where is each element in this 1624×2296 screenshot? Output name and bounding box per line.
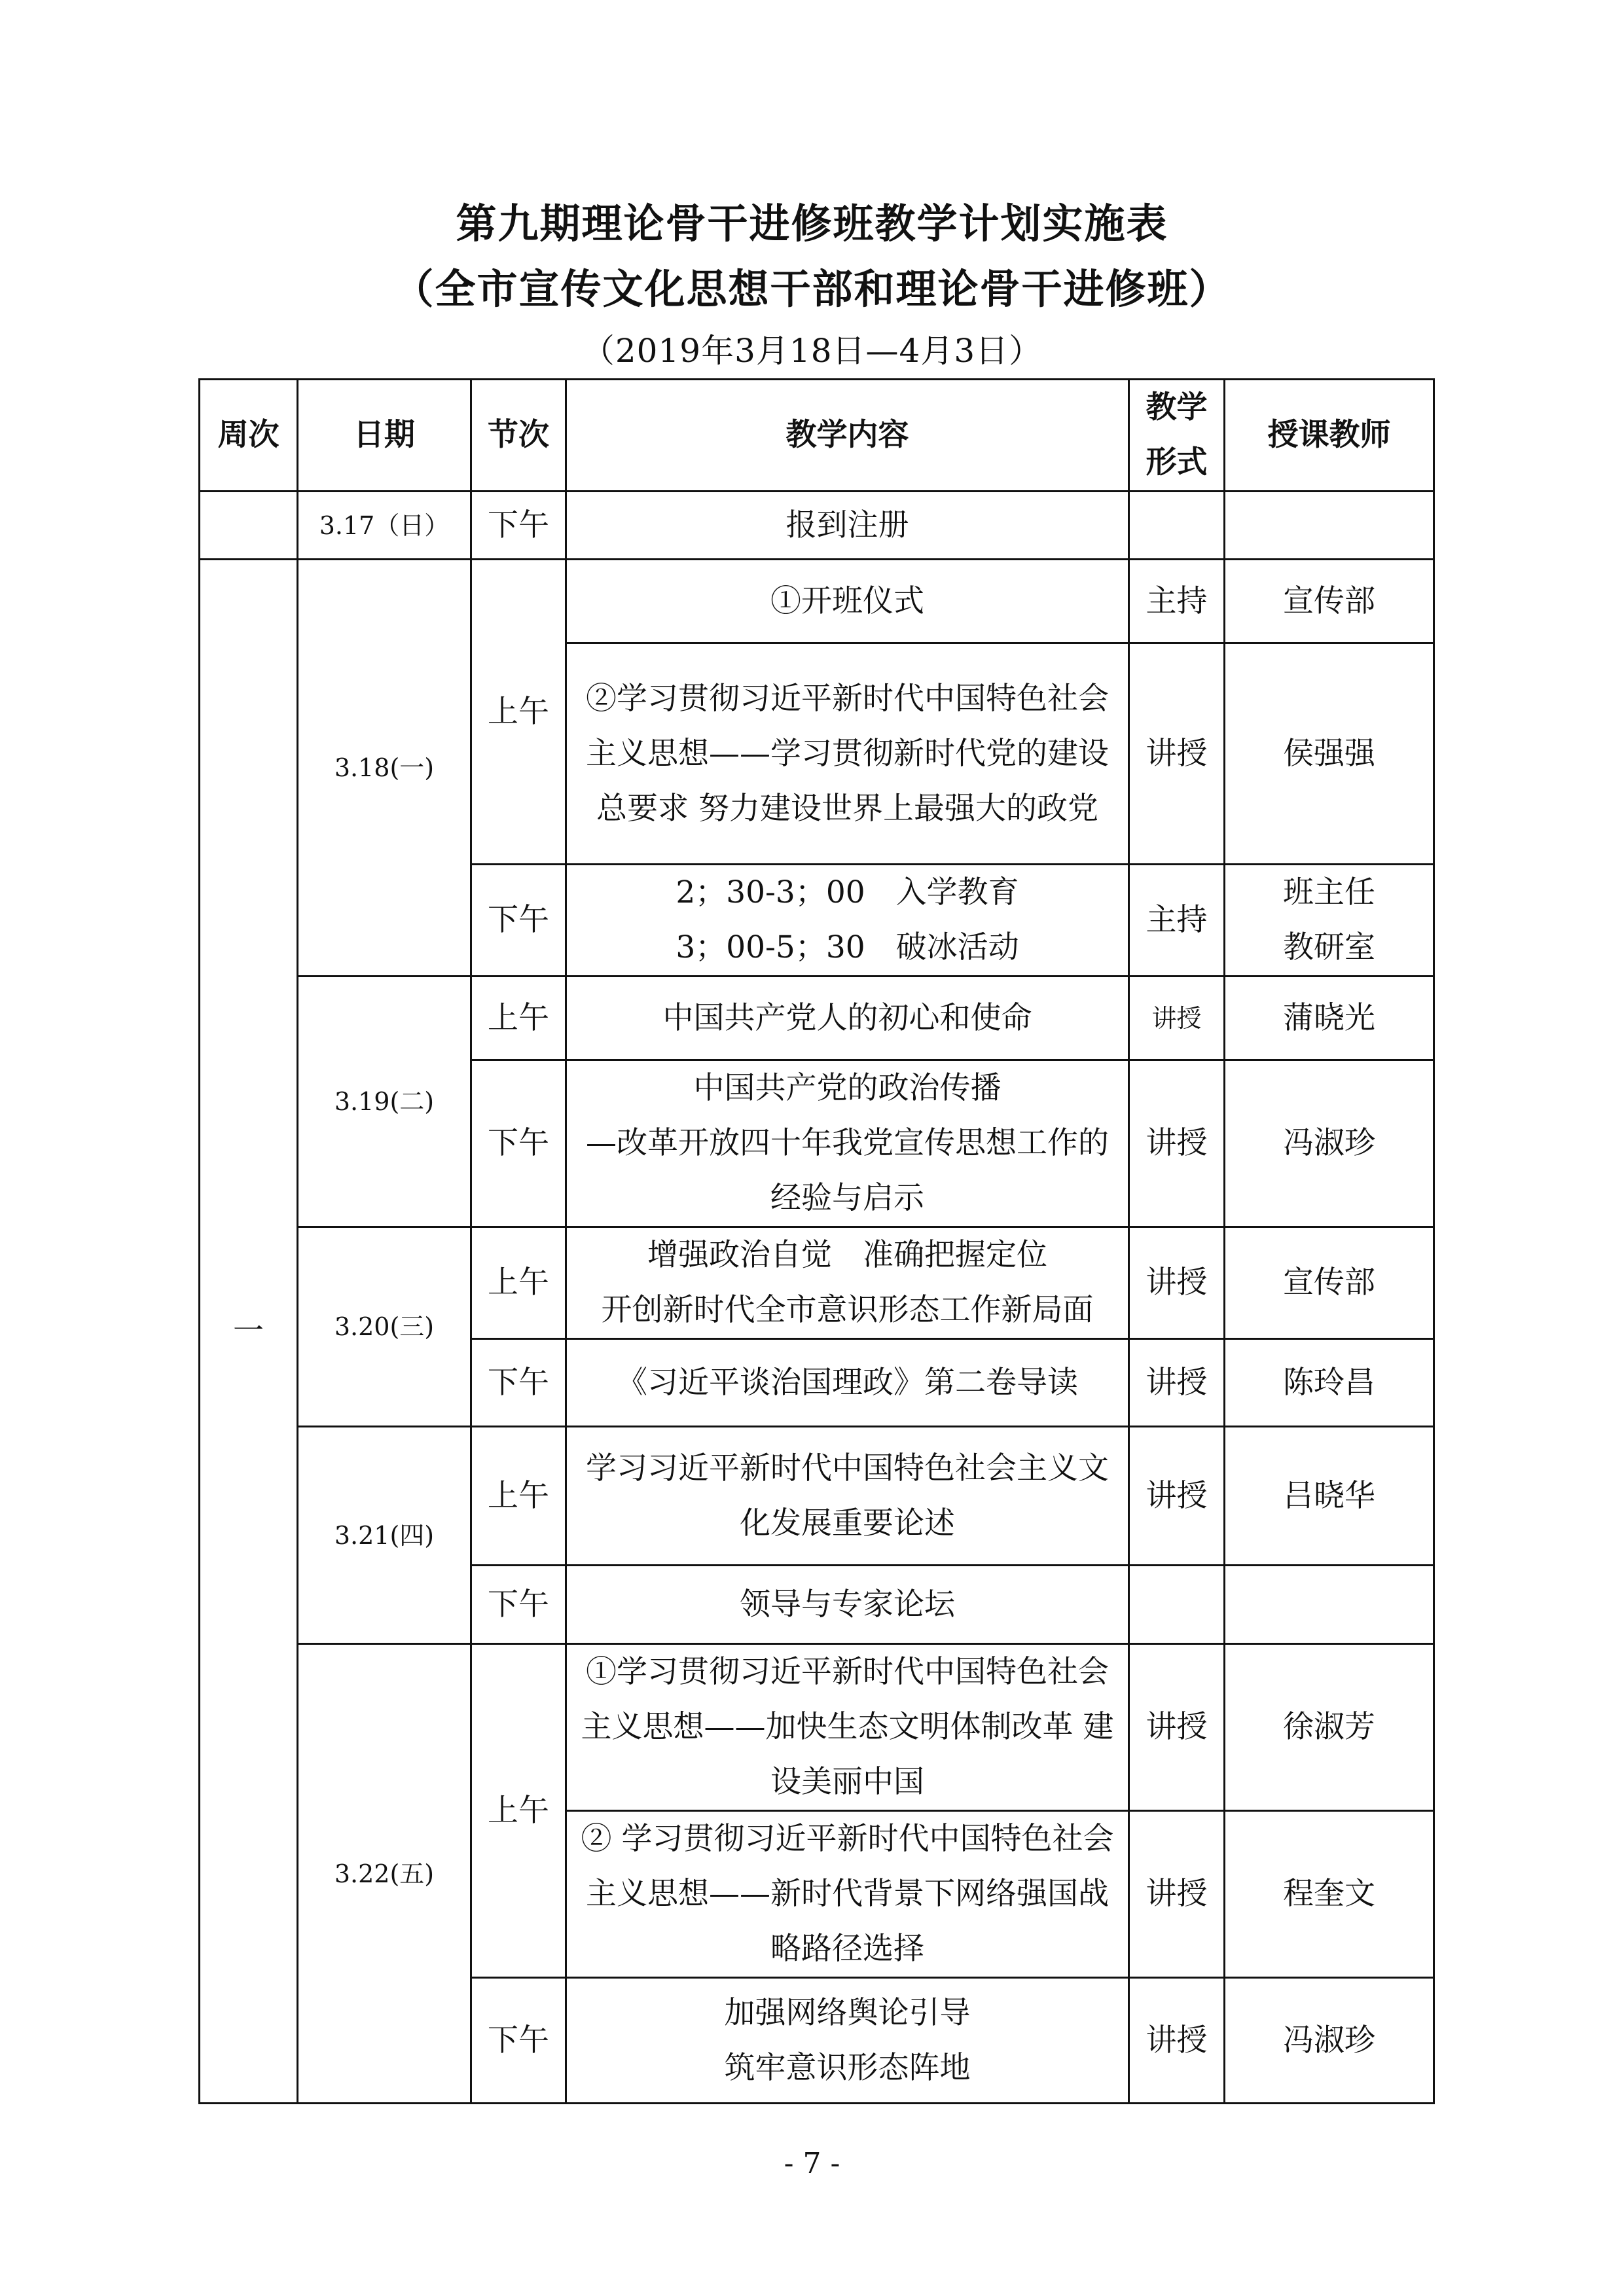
teacher-line: 班主任: [1283, 874, 1375, 910]
content-cell: [566, 1227, 1129, 1339]
header-form: [1129, 380, 1225, 492]
header-form-line2: 形式: [1146, 444, 1208, 480]
session-cell: 下午: [471, 865, 566, 977]
session-cell: 上午: [471, 560, 566, 865]
teacher-cell: 侯强强: [1225, 643, 1434, 865]
session-cell: 下午: [471, 492, 566, 560]
form-cell: 讲授: [1129, 1339, 1225, 1427]
content-cell: ①学习贯彻习近平新时代中国特色社会主义思想——加快生态文明体制改革 建设美丽中国: [566, 1644, 1129, 1811]
content-cell: 《习近平谈治国理政》第二卷导读: [566, 1339, 1129, 1427]
content-cell: 中国共产党人的初心和使命: [566, 977, 1129, 1060]
teacher-cell: [1225, 865, 1434, 977]
form-cell: 讲授: [1129, 1811, 1225, 1978]
header-content: 教学内容: [566, 380, 1129, 492]
content-line: 筑牢意识形态阵地: [724, 2049, 971, 2086]
header-session: 节次: [471, 380, 566, 492]
teacher-cell: [1225, 492, 1434, 560]
session-cell: 下午: [471, 1060, 566, 1227]
document-title: 第九期理论骨干进修班教学计划实施表: [456, 200, 1168, 247]
content-cell: [566, 865, 1129, 977]
content-cell: [566, 1060, 1129, 1227]
date-cell: 3.17（日）: [298, 492, 471, 560]
header-date: 日期: [298, 380, 471, 492]
table-row: [200, 1644, 1434, 1811]
date-cell: 3.20(三): [298, 1227, 471, 1427]
form-cell: 讲授: [1129, 643, 1225, 865]
content-line: 3；00-5；30 破冰活动: [676, 929, 1019, 965]
content-line: 2；30-3；00 入学教育: [676, 874, 1019, 910]
date-cell: 3.19(二): [298, 977, 471, 1227]
content-line: 开创新时代全市意识形态工作新局面: [601, 1292, 1094, 1328]
form-cell: [1129, 1566, 1225, 1644]
content-line: 加强网络舆论引导: [724, 1994, 971, 2031]
content-cell: 学习习近平新时代中国特色社会主义文化发展重要论述: [566, 1427, 1129, 1566]
content-line: —改革开放四十年我党宣传思想工作的经验与启示: [586, 1125, 1109, 1216]
form-cell: 讲授: [1129, 1978, 1225, 2104]
teacher-cell: 程奎文: [1225, 1811, 1434, 1978]
page-number: - 7 -: [784, 2147, 840, 2180]
form-cell: 主持: [1129, 560, 1225, 643]
table-row: [200, 977, 1434, 1060]
content-line: 中国共产党的政治传播: [693, 1070, 1001, 1106]
content-cell: ② 学习贯彻习近平新时代中国特色社会主义思想——新时代背景下网络强国战略路径选择: [566, 1811, 1129, 1978]
form-cell: 讲授: [1129, 1644, 1225, 1811]
form-cell: 主持: [1129, 865, 1225, 977]
table-row: [200, 492, 1434, 560]
teacher-cell: 陈玲昌: [1225, 1339, 1434, 1427]
session-cell: 上午: [471, 1644, 566, 1978]
form-cell: 讲授: [1129, 1227, 1225, 1339]
table-row: [200, 1427, 1434, 1566]
week-cell: 一: [200, 560, 298, 2104]
table-row: [200, 560, 1434, 643]
form-cell: 讲授: [1129, 1060, 1225, 1227]
teacher-cell: 蒲晓光: [1225, 977, 1434, 1060]
content-line: 增强政治自觉 准确把握定位: [647, 1237, 1047, 1273]
date-cell: 3.21(四): [298, 1427, 471, 1644]
teaching-plan-table: [198, 378, 1435, 2104]
date-cell: 3.22(五): [298, 1644, 471, 2104]
content-cell: ②学习贯彻习近平新时代中国特色社会主义思想——学习贯彻新时代党的建设总要求 努力建设世界上最强大的政党: [566, 643, 1129, 865]
session-cell: 上午: [471, 1227, 566, 1339]
teacher-cell: 冯淑珍: [1225, 1978, 1434, 2104]
week-cell-empty: [200, 492, 298, 560]
content-cell: 领导与专家论坛: [566, 1566, 1129, 1644]
header-form-line1: 教学: [1146, 389, 1208, 425]
form-cell: 讲授: [1129, 977, 1225, 1060]
table-row: [200, 1227, 1434, 1339]
form-cell: 讲授: [1129, 1427, 1225, 1566]
header-teacher: 授课教师: [1225, 380, 1434, 492]
teacher-line: 教研室: [1283, 929, 1375, 965]
teacher-cell: [1225, 1566, 1434, 1644]
session-cell: 下午: [471, 1566, 566, 1644]
header-week: 周次: [200, 380, 298, 492]
content-cell: ①开班仪式: [566, 560, 1129, 643]
teacher-cell: 宣传部: [1225, 560, 1434, 643]
teacher-cell: 宣传部: [1225, 1227, 1434, 1339]
date-range: （2019年3月18日—4月3日）: [581, 332, 1043, 370]
session-cell: 上午: [471, 1427, 566, 1566]
document-subtitle: （全市宣传文化思想干部和理论骨干进修班）: [393, 265, 1231, 313]
teacher-cell: 徐淑芳: [1225, 1644, 1434, 1811]
teacher-cell: 吕晓华: [1225, 1427, 1434, 1566]
session-cell: 上午: [471, 977, 566, 1060]
form-cell: [1129, 492, 1225, 560]
content-cell: [566, 1978, 1129, 2104]
content-cell: 报到注册: [566, 492, 1129, 560]
session-cell: 下午: [471, 1339, 566, 1427]
header-row: [200, 380, 1434, 492]
teacher-cell: 冯淑珍: [1225, 1060, 1434, 1227]
session-cell: 下午: [471, 1978, 566, 2104]
date-cell: 3.18(一): [298, 560, 471, 977]
